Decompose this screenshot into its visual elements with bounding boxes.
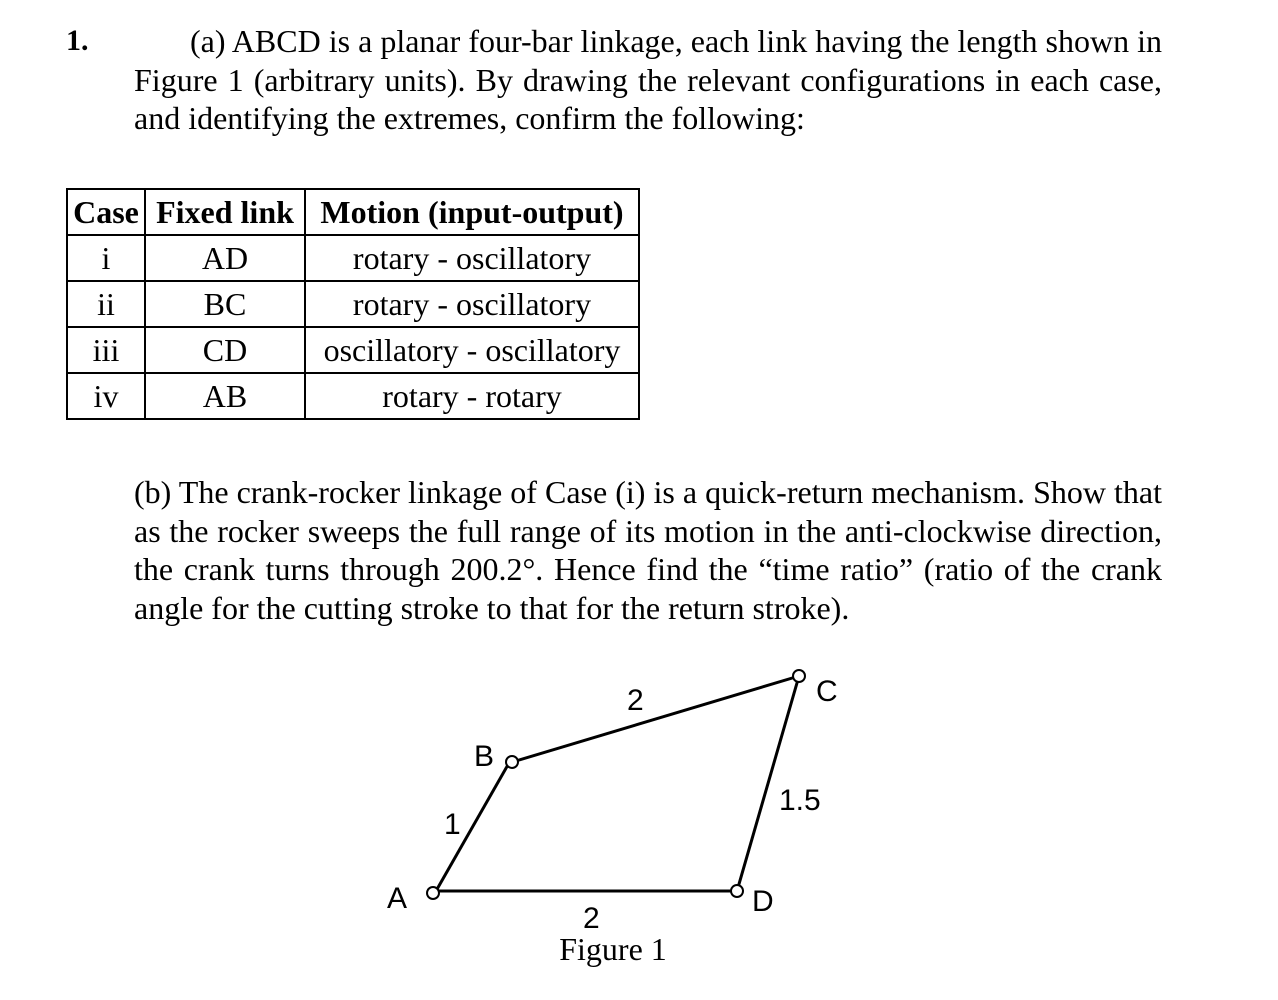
cell-case: iii [67, 327, 145, 373]
link-bc [509, 676, 799, 763]
length-label-ab: 1 [444, 808, 461, 841]
joint-b-pin [506, 756, 518, 768]
cell-case: ii [67, 281, 145, 327]
cell-motion: rotary - oscillatory [305, 235, 639, 281]
cell-case: i [67, 235, 145, 281]
cell-fixed-link: BC [145, 281, 305, 327]
cell-fixed-link: CD [145, 327, 305, 373]
cell-motion: rotary - oscillatory [305, 281, 639, 327]
cell-motion: oscillatory - oscillatory [305, 327, 639, 373]
joint-label-a: A [387, 882, 408, 915]
joint-a-pin [427, 887, 439, 899]
cell-motion: rotary - rotary [305, 373, 639, 419]
length-label-ad: 2 [583, 902, 600, 935]
length-label-cd: 1.5 [779, 784, 821, 817]
joint-d-pin [731, 885, 743, 897]
cell-case: iv [67, 373, 145, 419]
length-label-bc: 2 [627, 684, 644, 717]
joint-c-pin [793, 670, 805, 682]
figure-caption: Figure 1 [559, 931, 667, 967]
joint-label-d: D [752, 885, 774, 918]
part-a-text: (a) ABCD is a planar four-bar linkage, each link having the length shown in Figure 1 (arbitrary units). By drawing the relevant configurations in each case, and identifying the extremes, confirm the following: [134, 23, 1162, 136]
header-fixed-link: Fixed link [145, 189, 305, 235]
question-number: 1. [66, 24, 89, 57]
cell-fixed-link: AD [145, 235, 305, 281]
joint-label-c: C [816, 675, 838, 708]
header-motion: Motion (input-output) [305, 189, 639, 235]
cell-fixed-link: AB [145, 373, 305, 419]
part-b-text: (b) The crank-rocker linkage of Case (i) is a quick-return mechanism. Show that as the rocker sweeps the full range of its motion in the anti-clockwise direction, the crank turns through 200.2°. Hence find the “time ratio” (ratio of the crank angle for the cutting stroke to that for the return stroke). [134, 474, 1162, 626]
header-case: Case [67, 189, 145, 235]
joint-label-b: B [474, 740, 495, 773]
